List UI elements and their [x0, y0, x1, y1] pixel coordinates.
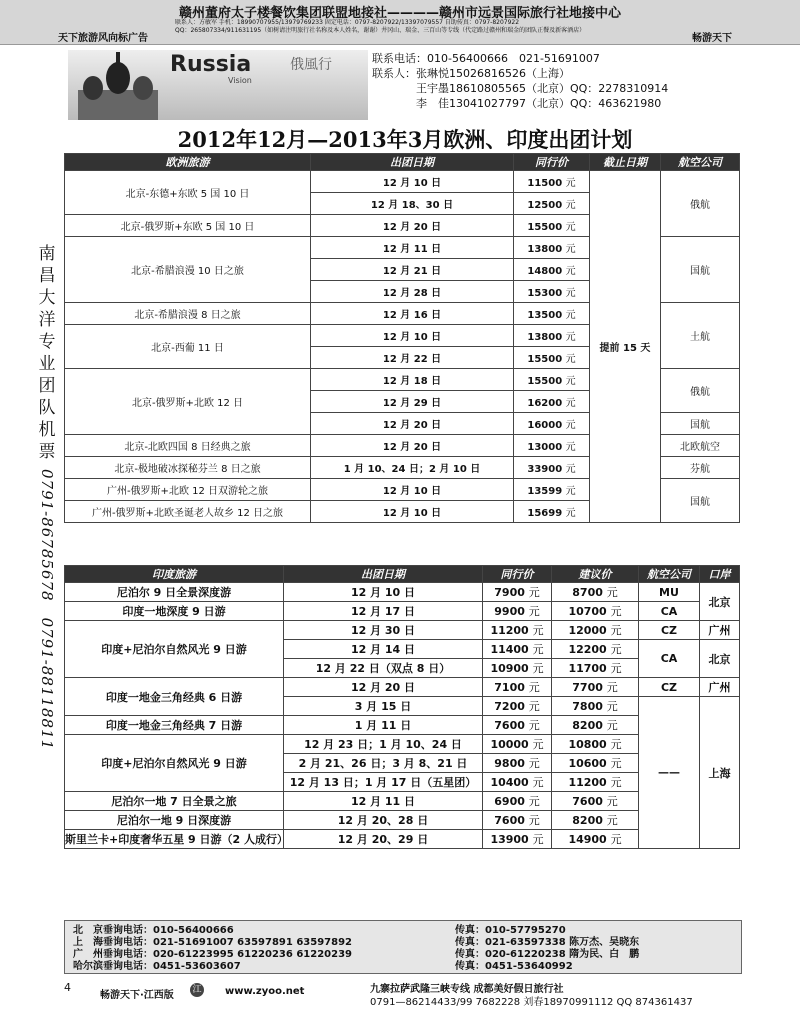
table-row	[65, 583, 740, 602]
table-row	[65, 830, 740, 849]
route-cell: 印度一地金三角经典 7 日游	[65, 716, 284, 735]
yuan-unit: 元	[565, 332, 576, 343]
price-cell	[514, 391, 590, 413]
route-cell: 尼泊尔 9 日全景深度游	[65, 583, 284, 602]
yuan-unit: 元	[565, 420, 576, 431]
header-title: 赣州董府太子楼餐饮集团联盟地接社————赣州市远景国际旅行社地接中心	[178, 6, 621, 21]
table-row	[65, 716, 740, 735]
price-cell	[483, 754, 552, 773]
price-cell	[483, 621, 552, 640]
price-value: 13800	[527, 332, 563, 343]
table-row	[65, 621, 740, 640]
price-value: 7600	[494, 814, 525, 827]
price-value: 15300	[527, 288, 563, 299]
page-number: 4	[64, 981, 71, 994]
footer-phone: 北 京垂询电话：010-56400666	[73, 925, 234, 936]
suggested-cell	[552, 621, 639, 640]
date-cell: 1 月 10、24 日；2 月 10 日	[311, 457, 514, 479]
yuan-unit: 元	[610, 643, 622, 656]
port-cell: 广州	[700, 678, 740, 697]
yuan-unit: 元	[606, 719, 618, 732]
airline-cell: 俄航	[661, 171, 740, 237]
date-cell: 12 月 11 日	[311, 237, 514, 259]
yuan-unit: 元	[565, 288, 576, 299]
price-value: 15500	[527, 354, 563, 365]
table-row	[65, 678, 740, 697]
suggested-value: 7800	[572, 700, 603, 713]
price-value: 10000	[490, 738, 529, 751]
yuan-unit: 元	[528, 719, 540, 732]
route-cell: 印度一地金三角经典 6 日游	[65, 678, 284, 716]
yuan-unit: 元	[532, 833, 544, 846]
price-cell	[514, 237, 590, 259]
price-cell	[514, 281, 590, 303]
col-header: 出团日期	[284, 566, 483, 583]
yuan-unit: 元	[610, 833, 622, 846]
date-cell: 12 月 20 日	[311, 215, 514, 237]
yuan-unit: 元	[565, 464, 576, 475]
airline-cell: 俄航	[661, 369, 740, 413]
yuan-unit: 元	[532, 738, 544, 751]
price-cell	[514, 215, 590, 237]
col-header: 口岸	[700, 566, 740, 583]
suggested-cell	[552, 640, 639, 659]
suggested-value: 10600	[568, 757, 607, 770]
price-cell	[514, 171, 590, 193]
route-cell: 广州-俄罗斯+北欧 12 日双游轮之旅	[65, 479, 311, 501]
price-cell	[483, 640, 552, 659]
airline-cell: 国航	[661, 413, 740, 435]
suggested-value: 10700	[568, 605, 607, 618]
airline-cell: CZ	[639, 678, 700, 697]
date-cell: 12 月 23 日；1 月 10、24 日	[284, 735, 483, 754]
footer-contacts	[64, 920, 742, 974]
suggested-value: 11700	[568, 662, 607, 675]
suggested-cell	[552, 697, 639, 716]
yuan-unit: 元	[565, 376, 576, 387]
price-value: 16000	[527, 420, 563, 431]
table-row	[65, 602, 740, 621]
yuan-unit: 元	[565, 178, 576, 189]
route-cell: 北京-极地破冰探秘芬兰 8 日之旅	[65, 457, 311, 479]
col-header: 建议价	[552, 566, 639, 583]
airline-cell: MU	[639, 583, 700, 602]
header-contact: 联系人：方敏军 手机：18990707955/13979769233 固定电话：0797-8207922/13397079557 自助传真：0797-8207922 QQ：265807334/911631195（如树请注明旅行社名称及本人姓名，谢谢）井冈山、瑞金、三百山等专线（代定路过赣州和瑞金的团队正餐及新客酒店）	[175, 19, 586, 34]
yuan-unit: 元	[528, 700, 540, 713]
port-cell: 北京	[700, 640, 740, 678]
yuan-unit: 元	[532, 643, 544, 656]
price-value: 7600	[494, 719, 525, 732]
date-cell: 2 月 21、26 日；3 月 8、21 日	[284, 754, 483, 773]
route-cell: 北京-希腊浪漫 10 日之旅	[65, 237, 311, 303]
yuan-unit: 元	[532, 624, 544, 637]
date-cell: 12 月 18 日	[311, 369, 514, 391]
price-cell	[483, 792, 552, 811]
footer-phone: 上 海垂询电话：021-51691007 63597891 63597892	[73, 937, 352, 948]
price-cell	[483, 583, 552, 602]
price-cell	[514, 501, 590, 523]
date-cell: 12 月 21 日	[311, 259, 514, 281]
website-link[interactable]: www.zyoo.net	[225, 986, 305, 997]
price-cell	[514, 347, 590, 369]
airline-cell: 土航	[661, 303, 740, 369]
price-value: 10400	[490, 776, 529, 789]
price-cell	[514, 325, 590, 347]
yuan-unit: 元	[610, 776, 622, 789]
date-cell: 12 月 10 日	[311, 325, 514, 347]
footer-fax: 传真：0451-53640992	[455, 961, 573, 972]
price-cell	[483, 811, 552, 830]
ad-line-1: 九寨拉萨武隆三峡专线 成都美好假日旅行社	[370, 984, 564, 995]
page-footer	[0, 978, 800, 1022]
yuan-unit: 元	[610, 662, 622, 675]
airline-cell: ——	[639, 697, 700, 849]
russia-banner	[68, 50, 368, 120]
price-cell	[514, 413, 590, 435]
price-cell	[483, 678, 552, 697]
col-header: 印度旅游	[65, 566, 284, 583]
route-cell: 尼泊尔一地 7 日全景之旅	[65, 792, 284, 811]
price-cell	[514, 259, 590, 281]
route-cell: 印度+尼泊尔自然风光 9 日游	[65, 621, 284, 678]
price-value: 13800	[527, 244, 563, 255]
india-table	[64, 565, 740, 849]
date-cell: 12 月 10 日	[311, 479, 514, 501]
date-cell: 12 月 20 日	[311, 413, 514, 435]
price-cell	[483, 697, 552, 716]
col-header: 欧洲旅游	[65, 154, 311, 171]
footer-fax: 传真：020-61220238 隋为民、白 鹏	[455, 949, 640, 960]
yuan-unit: 元	[565, 508, 576, 519]
suggested-cell	[552, 792, 639, 811]
col-header: 航空公司	[661, 154, 740, 171]
yuan-unit: 元	[565, 244, 576, 255]
date-cell: 12 月 14 日	[284, 640, 483, 659]
date-cell: 12 月 10 日	[311, 171, 514, 193]
price-cell	[483, 830, 552, 849]
yuan-unit: 元	[532, 662, 544, 675]
date-cell: 3 月 15 日	[284, 697, 483, 716]
date-cell: 12 月 13 日；1 月 17 日（五星团）	[284, 773, 483, 792]
header-right: 畅游天下	[692, 33, 732, 44]
price-value: 13599	[527, 486, 563, 497]
footer-fax: 传真：021-63597338 陈万杰、吴晓东	[455, 937, 640, 948]
yuan-unit: 元	[565, 266, 576, 277]
yuan-unit: 元	[610, 757, 622, 770]
date-cell: 12 月 18、30 日	[311, 193, 514, 215]
suggested-value: 8700	[572, 586, 603, 599]
price-value: 6900	[494, 795, 525, 808]
date-cell: 12 月 20、29 日	[284, 830, 483, 849]
footer-phone: 广 州垂询电话：020-61223995 61220236 61220239	[73, 949, 352, 960]
airline-cell: CZ	[639, 621, 700, 640]
price-value: 13900	[490, 833, 529, 846]
suggested-cell	[552, 716, 639, 735]
price-value: 7900	[494, 586, 525, 599]
yuan-unit: 元	[528, 814, 540, 827]
suggested-cell	[552, 773, 639, 792]
airline-cell: CA	[639, 640, 700, 678]
suggested-cell	[552, 735, 639, 754]
route-cell: 北京-希腊浪漫 8 日之旅	[65, 303, 311, 325]
suggested-value: 12200	[568, 643, 607, 656]
yuan-unit: 元	[610, 738, 622, 751]
page-title: 2012年12月—2013年3月欧洲、印度出团计划	[177, 127, 633, 152]
yuan-unit: 元	[565, 354, 576, 365]
ad-line-2: 0791—86214433/99 7682228 刘春18970991112 QQ 874361437	[370, 997, 693, 1008]
footer-phone: 哈尔滨垂询电话：0451-53603607	[73, 961, 241, 972]
table-row	[65, 735, 740, 754]
side-ad-text: 南昌大洋专业团队机票	[38, 244, 56, 462]
yuan-unit: 元	[565, 442, 576, 453]
route-cell: 北京-西葡 11 日	[65, 325, 311, 369]
price-value: 7100	[494, 681, 525, 694]
table-row	[65, 792, 740, 811]
side-ad	[36, 243, 58, 750]
suggested-value: 7700	[572, 681, 603, 694]
yuan-unit: 元	[606, 681, 618, 694]
date-cell: 12 月 30 日	[284, 621, 483, 640]
russia-logo-sub: Vision	[228, 76, 252, 85]
suggested-value: 7600	[572, 795, 603, 808]
date-cell: 12 月 20 日	[284, 678, 483, 697]
table-row	[65, 171, 740, 193]
route-cell: 尼泊尔一地 9 日深度游	[65, 811, 284, 830]
yuan-unit: 元	[565, 222, 576, 233]
price-value: 11500	[527, 178, 563, 189]
date-cell: 12 月 17 日	[284, 602, 483, 621]
col-header: 航空公司	[639, 566, 700, 583]
route-cell: 北京-东德+东欧 5 国 10 日	[65, 171, 311, 215]
suggested-value: 8200	[572, 814, 603, 827]
yuan-unit: 元	[565, 200, 576, 211]
date-cell: 12 月 22 日	[311, 347, 514, 369]
yuan-unit: 元	[565, 486, 576, 497]
yuan-unit: 元	[606, 795, 618, 808]
footer-fax: 传真：010-57795270	[455, 925, 566, 936]
price-value: 9900	[494, 605, 525, 618]
price-value: 33900	[527, 464, 563, 475]
russia-logo-cn: 俄風行	[290, 57, 332, 73]
price-cell	[514, 369, 590, 391]
suggested-cell	[552, 678, 639, 697]
suggested-cell	[552, 754, 639, 773]
suggested-cell	[552, 602, 639, 621]
price-value: 12500	[527, 200, 563, 211]
price-cell	[514, 193, 590, 215]
suggested-cell	[552, 583, 639, 602]
europe-table	[64, 153, 740, 523]
price-value: 7200	[494, 700, 525, 713]
price-cell	[514, 303, 590, 325]
suggested-cell	[552, 811, 639, 830]
route-cell: 印度+尼泊尔自然风光 9 日游	[65, 735, 284, 792]
price-value: 10900	[490, 662, 529, 675]
price-cell	[483, 602, 552, 621]
airline-cell: 国航	[661, 237, 740, 303]
suggested-cell	[552, 659, 639, 678]
table-row	[65, 811, 740, 830]
route-cell: 广州-俄罗斯+北欧圣诞老人故乡 12 日之旅	[65, 501, 311, 523]
contact-line: 李 佳13041027797（北京）QQ：463621980	[372, 97, 662, 110]
price-cell	[483, 716, 552, 735]
date-cell: 12 月 22 日（双点 8 日）	[284, 659, 483, 678]
contact-line: 联系人：张琳悦15026816526（上海）	[372, 67, 570, 80]
suggested-value: 10800	[568, 738, 607, 751]
yuan-unit: 元	[532, 776, 544, 789]
airline-cell: 北欧航空	[661, 435, 740, 457]
route-cell: 北京-俄罗斯+东欧 5 国 10 日	[65, 215, 311, 237]
suggested-value: 14900	[568, 833, 607, 846]
route-cell: 斯里兰卡+印度奢华五星 9 日游（2 人成行）	[65, 830, 284, 849]
date-cell: 12 月 11 日	[284, 792, 483, 811]
price-cell	[483, 773, 552, 792]
price-cell	[483, 659, 552, 678]
contact-block	[372, 51, 668, 111]
suggested-value: 11200	[568, 776, 607, 789]
yuan-unit: 元	[610, 624, 622, 637]
suggested-value: 8200	[572, 719, 603, 732]
contact-line: 联系电话：010-56400666 021-51691007	[372, 52, 600, 65]
price-cell	[514, 435, 590, 457]
airline-cell: 国航	[661, 479, 740, 523]
date-cell: 1 月 11 日	[284, 716, 483, 735]
price-value: 14800	[527, 266, 563, 277]
price-value: 15699	[527, 508, 563, 519]
header-left: 天下旅游风向标广告	[58, 33, 148, 44]
date-cell: 12 月 10 日	[284, 583, 483, 602]
col-header: 同行价	[514, 154, 590, 171]
price-value: 11200	[490, 624, 529, 637]
yuan-unit: 元	[606, 814, 618, 827]
port-cell: 北京	[700, 583, 740, 621]
yuan-unit: 元	[528, 681, 540, 694]
region-badge: 江	[190, 983, 204, 997]
cathedral-icon	[68, 50, 168, 120]
yuan-unit: 元	[606, 700, 618, 713]
price-value: 13000	[527, 442, 563, 453]
suggested-value: 12000	[568, 624, 607, 637]
side-ad-phones: 0791-86785678 0791-88118811	[38, 469, 56, 751]
date-cell: 12 月 10 日	[311, 501, 514, 523]
date-cell: 12 月 29 日	[311, 391, 514, 413]
suggested-cell	[552, 830, 639, 849]
port-cell: 上海	[700, 697, 740, 849]
publication-name: 畅游天下·江西版	[100, 990, 174, 1001]
date-cell: 12 月 20 日	[311, 435, 514, 457]
price-cell	[514, 479, 590, 501]
route-cell: 北京-俄罗斯+北欧 12 日	[65, 369, 311, 435]
russia-logo: Russia	[170, 52, 252, 77]
price-value: 15500	[527, 376, 563, 387]
yuan-unit: 元	[528, 757, 540, 770]
price-value: 13500	[527, 310, 563, 321]
yuan-unit: 元	[565, 398, 576, 409]
date-cell: 12 月 16 日	[311, 303, 514, 325]
yuan-unit: 元	[565, 310, 576, 321]
yuan-unit: 元	[528, 586, 540, 599]
price-cell	[514, 457, 590, 479]
price-value: 15500	[527, 222, 563, 233]
date-cell: 12 月 28 日	[311, 281, 514, 303]
yuan-unit: 元	[528, 605, 540, 618]
col-header: 出团日期	[311, 154, 514, 171]
col-header: 同行价	[483, 566, 552, 583]
route-cell: 印度一地深度 9 日游	[65, 602, 284, 621]
price-value: 16200	[527, 398, 563, 409]
yuan-unit: 元	[610, 605, 622, 618]
port-cell: 广州	[700, 621, 740, 640]
airline-cell: 芬航	[661, 457, 740, 479]
airline-cell: CA	[639, 602, 700, 621]
col-header: 截止日期	[590, 154, 661, 171]
yuan-unit: 元	[606, 586, 618, 599]
top-banner	[0, 0, 800, 45]
contact-line: 王宇墨18610805565（北京）QQ：2278310914	[372, 82, 669, 95]
route-cell: 北京-北欧四国 8 日经典之旅	[65, 435, 311, 457]
price-value: 9800	[494, 757, 525, 770]
price-value: 11400	[490, 643, 529, 656]
date-cell: 12 月 20、28 日	[284, 811, 483, 830]
deadline-cell: 提前 15 天	[590, 171, 661, 523]
yuan-unit: 元	[528, 795, 540, 808]
price-cell	[483, 735, 552, 754]
